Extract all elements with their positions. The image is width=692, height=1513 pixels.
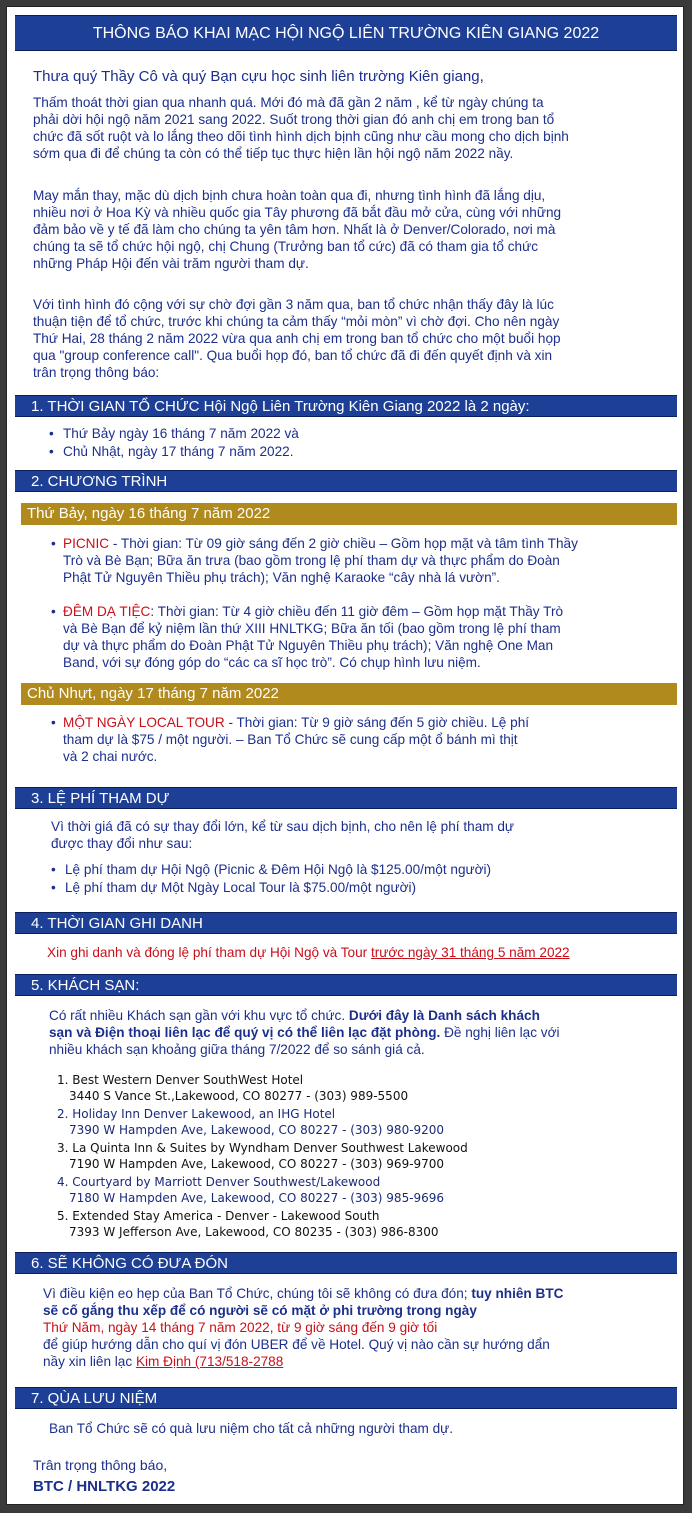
hotel-item: 5. Extended Stay America - Denver - Lakewood South 7393 W Jefferson Ave, Lakewood, CO 80235 - (303) 986-8300	[57, 1209, 439, 1239]
registration-text: Xin ghi danh và đóng lệ phí tham dự Hội Ngộ và Tour trước ngày 31 tháng 5 năm 2022	[47, 945, 570, 960]
hotel-intro: Có rất nhiều Khách sạn gần với khu vực tổ chức. Dưới đây là Danh sách khách sạn và Điện thoại liên lạc để quý vị có thể liên lạc đặt phòng. Đề nghị liên lạc với nhiều khách sạn khoảng giữa tháng 7/2022 để so sánh giá cả.	[49, 1008, 560, 1057]
intro-paragraph-1	[33, 94, 569, 162]
list-item: • Chủ Nhật, ngày 17 tháng 7 năm 2022.	[49, 444, 294, 459]
sunday-header: Chủ Nhựt, ngày 17 tháng 7 năm 2022	[21, 683, 677, 705]
intro-line: đảm bảo về y tế đã làm cho chúng ta yên tâm hơn. Nhất là ở Denver/Colorado, nơi mà	[33, 222, 556, 237]
intro-line: qua "group conference call". Qua buổi họp đó, ban tổ chức đã đi đến quyết định và xin	[33, 348, 553, 363]
intro-line: trân trọng thông báo:	[33, 365, 160, 380]
contact-link[interactable]: Kim Định (713/518-2788	[135, 1354, 284, 1369]
fee-intro: Vì thời giá đã có sự thay đổi lớn, kể từ sau dịch bịnh, cho nên lệ phí tham dự được thay đổi như sau:	[51, 819, 515, 851]
party-item: • ĐÊM DẠ TIỆC: Thời gian: Từ 4 giờ chiều đến 11 giờ đêm – Gồm họp mặt Thầy Trò và Bè Bạn để kỷ niệm lần thứ XIII HNLTKG; Bữa ăn tối (bao gồm trong lệ phí tham dự và thực phẩm do Đoàn Phật Tử Nguyên Thiều phụ trách); Văn nghệ One Man Band, với sự đóng góp do “các ca sĩ học trò”. Có chụp hình lưu niệm.	[51, 604, 564, 670]
saturday-header: Thứ Bảy, ngày 16 tháng 7 năm 2022	[21, 503, 677, 525]
tour-label: MỘT NGÀY LOCAL TOUR	[63, 715, 225, 730]
section-7-header: 7. QÙA LƯU NIỆM	[15, 1387, 677, 1409]
intro-line: nhiều nơi ở Hoa Kỳ và nhiều quốc gia Tây phương đã bắt đầu mở cửa, cùng với những	[33, 205, 562, 220]
tour-item: • MỘT NGÀY LOCAL TOUR - Thời gian: Từ 9 giờ sáng đến 5 giờ chiều. Lệ phí tham dự là $75 / một người. – Ban Tổ Chức sẽ cung cấp một ổ bánh mì thịt và 2 chai nước.	[51, 715, 530, 764]
section-1-header: 1. THỜI GIAN TỔ CHỨC Hội Ngộ Liên Trường Kiên Giang 2022 là 2 ngày:	[15, 395, 677, 417]
intro-line: Với tình hình đó cộng với sự chờ đợi gần 3 năm qua, ban tổ chức nhận thấy đây là lúc	[33, 297, 554, 312]
hotel-item: 2. Holiday Inn Denver Lakewood, an IHG Hotel 7390 W Hampden Ave, Lakewood, CO 80227 - (303) 980-9200	[57, 1107, 445, 1137]
section-2-header: 2. CHƯƠNG TRÌNH	[15, 470, 677, 492]
section-3-header: 3. LỆ PHÍ THAM DỰ	[15, 787, 677, 809]
list-item: • Thứ Bảy ngày 16 tháng 7 năm 2022 và	[49, 426, 299, 441]
picnic-label: PICNIC	[63, 536, 110, 551]
intro-line: chúng ta sẽ tổ chức hội ngộ, chị Chung (Trưởng ban tổ cức) đã có tham gia tổ chức	[33, 239, 538, 254]
intro-line: Thứ Hai, 28 tháng 2 năm 2022 vừa qua anh chị em trong ban tổ chức cho một buổi họp	[33, 331, 561, 346]
list-item: • Lệ phí tham dự Một Ngày Local Tour là $75.00/một người)	[51, 880, 417, 895]
greeting: Thưa quý Thầy Cô và quý Bạn cựu học sinh liên trường Kiên giang,	[33, 68, 484, 85]
list-item: • Lệ phí tham dự Hội Ngộ (Picnic & Đêm Hội Ngộ là $125.00/một người)	[51, 862, 492, 877]
party-label: ĐÊM DẠ TIỆC	[63, 604, 151, 619]
signature: BTC / HNLTKG 2022	[33, 1478, 176, 1495]
hotel-item: 4. Courtyard by Marriott Denver Southwest/Lakewood 7180 W Hampden Ave, Lakewood, CO 80227 - (303) 985-9696	[57, 1175, 445, 1205]
page-title: THÔNG BÁO KHAI MẠC HỘI NGỘ LIÊN TRƯỜNG KIÊN GIANG 2022	[15, 15, 677, 51]
intro-line: phải dời hội ngộ năm 2021 sang 2022. Suốt trong thời gian đó anh chị em trong ban tổ	[33, 112, 555, 127]
intro-line: chức đã sốt ruột và lo lắng theo dõi tình hình dịch bịnh cũng như cầu mong cho dịch bịnh	[33, 129, 569, 144]
hotel-item: 3. La Quinta Inn & Suites by Wyndham Denver Southwest Lakewood 7190 W Hampden Ave, Lakewood, CO 80227 - (303) 969-9700	[57, 1141, 468, 1171]
intro-line: những Pháp Hội đến vài trăm người tham dự.	[33, 256, 309, 271]
intro-paragraph-2	[33, 187, 561, 272]
souvenir-text: Ban Tổ Chức sẽ có quà lưu niệm cho tất cả những người tham dự.	[49, 1421, 454, 1436]
intro-paragraph-3	[33, 296, 561, 381]
intro-line: thuận tiện để tổ chức, trước khi chúng ta cảm thấy “mỏi mòn” vì chờ đợi. Cho nên ngày	[33, 314, 560, 329]
announcement-page	[6, 6, 684, 1505]
section-4-header: 4. THỜI GIAN GHI DANH	[15, 912, 677, 934]
closing: Trân trọng thông báo,	[33, 1457, 168, 1473]
section-5-header: 5. KHÁCH SẠN:	[15, 974, 677, 996]
hotel-item: 1. Best Western Denver SouthWest Hotel 3440 S Vance St.,Lakewood, CO 80277 - (303) 989-5500	[57, 1073, 409, 1103]
transport-text: Vì điều kiện eo hẹp của Ban Tổ Chức, chúng tôi sẽ không có đưa đón; tuy nhiên BTC sẽ cố gắng thu xếp để có người sẽ có mặt ở phi trường trong ngày Thứ Năm, ngày 14 tháng 7 năm 2022, từ 9 giờ sáng đến 9 giờ tối để giúp hướng dẫn cho quí vị đón UBER để về Hotel. Quý vị nào cần sự hướng dẩn nầy xin liên lạc Kim Định (713/518-2788	[43, 1286, 564, 1369]
intro-line: May mắn thay, mặc dù dịch bịnh chưa hoàn toàn qua đi, nhưng tình hình đã lắng dịu,	[33, 188, 546, 203]
intro-line: sớm qua đi để chúng ta còn có thể tiếp tục thực hiện lần hội ngộ năm 2022 nầy.	[33, 146, 514, 161]
intro-line: Thấm thoát thời gian qua nhanh quá. Mới đó mà đã gần 2 năm , kể từ ngày chúng ta	[33, 95, 544, 110]
registration-deadline: trước ngày 31 tháng 5 năm 2022	[370, 945, 570, 960]
section-6-header: 6. SẼ KHÔNG CÓ ĐƯA ĐÓN	[15, 1252, 677, 1274]
picnic-item: • PICNIC - Thời gian: Từ 09 giờ sáng đến 2 giờ chiều – Gồm họp mặt và tâm tình Thầy Trò và Bè Bạn; Bữa ăn trưa (bao gồm trong lệ phí tham dự và thực phẩm do Đoàn Phật Tử Nguyên Thiều phụ trách); Văn nghệ Karaoke “cây nhà lá vườn”.	[51, 536, 578, 585]
